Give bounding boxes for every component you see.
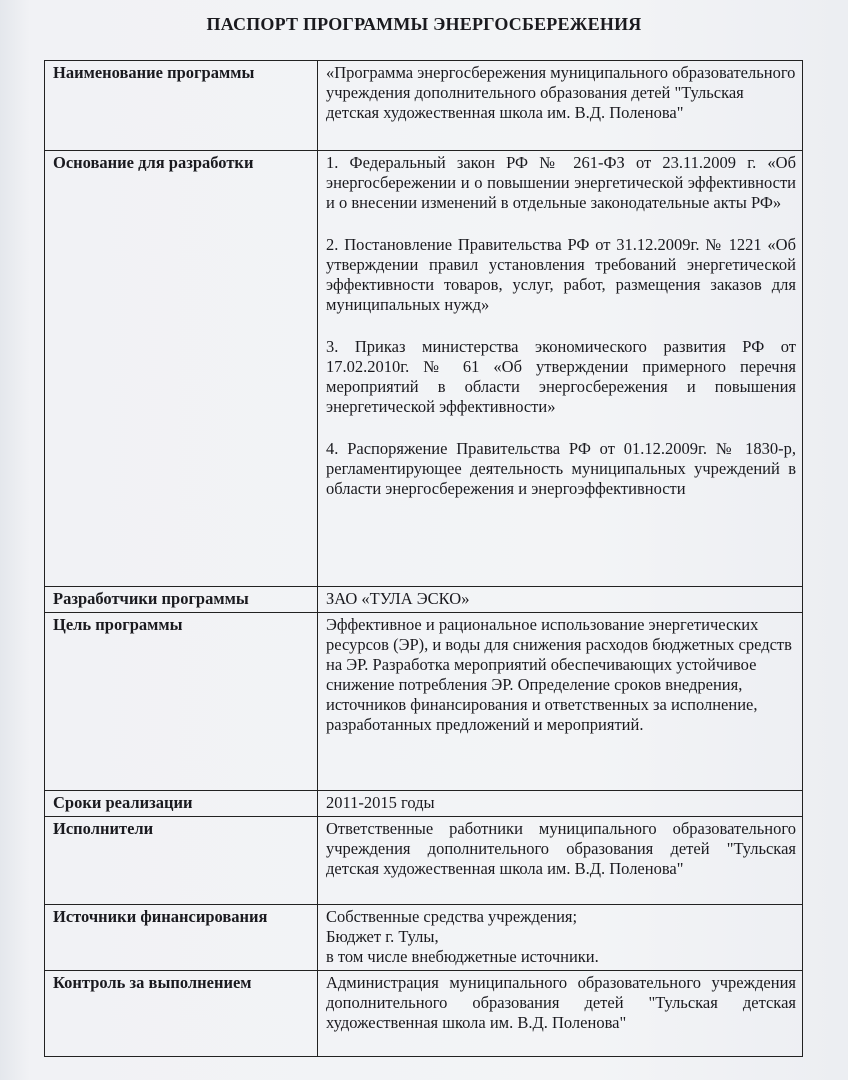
row-label: Основание для разработки xyxy=(45,151,318,587)
row-value: Ответственные работники муниципального образовательного учреждения дополнительного образования детей "Тульская детская художественная школа им. В.Д. Поленова" xyxy=(318,817,803,905)
basis-item: 2. Постановление Правительства РФ от 31.12.2009г. № 1221 «Об утверждении правил установления требований энергетической эффективности товаров, услуг, работ, размещения заказов для муниципальных нужд» xyxy=(326,235,796,314)
basis-item: 1. Федеральный закон РФ № 261-ФЗ от 23.11.2009 г. «Об энергосбережении и о повышении энергетической эффективности и о внесении изменений в отдельные законодательные акты РФ» xyxy=(326,153,796,212)
document-title: ПАСПОРТ ПРОГРАММЫ ЭНЕРГОСБЕРЕЖЕНИЯ xyxy=(206,14,642,34)
table-row-goal xyxy=(45,613,803,791)
funding-line: Бюджет г. Тулы, xyxy=(326,927,439,946)
table-row-control xyxy=(45,971,803,1057)
table-row-basis xyxy=(45,151,803,587)
table-row-executors xyxy=(45,817,803,905)
table-row-terms xyxy=(45,791,803,817)
row-label: Цель программы xyxy=(45,613,318,791)
basis-item: 4. Распоряжение Правительства РФ от 01.12.2009г. № 1830-р, регламентирующее деятельность муниципальных учреждений в области энергосбережения и энергоэффективности xyxy=(326,439,796,498)
table-row-developers xyxy=(45,587,803,613)
row-value: ЗАО «ТУЛА ЭСКО» xyxy=(318,587,803,613)
row-value xyxy=(318,151,803,587)
table-row-funding xyxy=(45,905,803,971)
row-label: Разработчики программы xyxy=(45,587,318,613)
row-label: Сроки реализации xyxy=(45,791,318,817)
row-value: Эффективное и рациональное использование энергетических ресурсов (ЭР), и воды для снижения расходов бюджетных средств на ЭР. Разработка мероприятий обеспечивающих устойчивое снижение потребления ЭР. Определение сроков внедрения, источников финансирования и ответственных за исполнение, разработанных предложений и мероприятий. xyxy=(318,613,803,791)
passport-table xyxy=(44,60,803,1057)
funding-line: в том числе внебюджетные источники. xyxy=(326,947,599,966)
table-row-name xyxy=(45,61,803,151)
funding-line: Собственные средства учреждения; xyxy=(326,907,578,926)
row-label: Контроль за выполнением xyxy=(45,971,318,1057)
row-value: Администрация муниципального образовательного учреждения дополнительного образования детей "Тульская детская художественная школа им. В.Д. Поленова" xyxy=(318,971,803,1057)
row-label: Наименование программы xyxy=(45,61,318,151)
row-value xyxy=(318,905,803,971)
row-value: «Программа энергосбережения муниципального образовательного учреждения дополнительного образования детей "Тульская детская художественная школа им. В.Д. Поленова" xyxy=(318,61,803,151)
row-label: Источники финансирования xyxy=(45,905,318,971)
row-label: Исполнители xyxy=(45,817,318,905)
basis-item: 3. Приказ министерства экономического развития РФ от 17.02.2010г. № 61 «Об утверждении примерного перечня мероприятий в области энергосбережения и повышения энергетической эффективности» xyxy=(326,337,796,416)
row-value: 2011-2015 годы xyxy=(318,791,803,817)
